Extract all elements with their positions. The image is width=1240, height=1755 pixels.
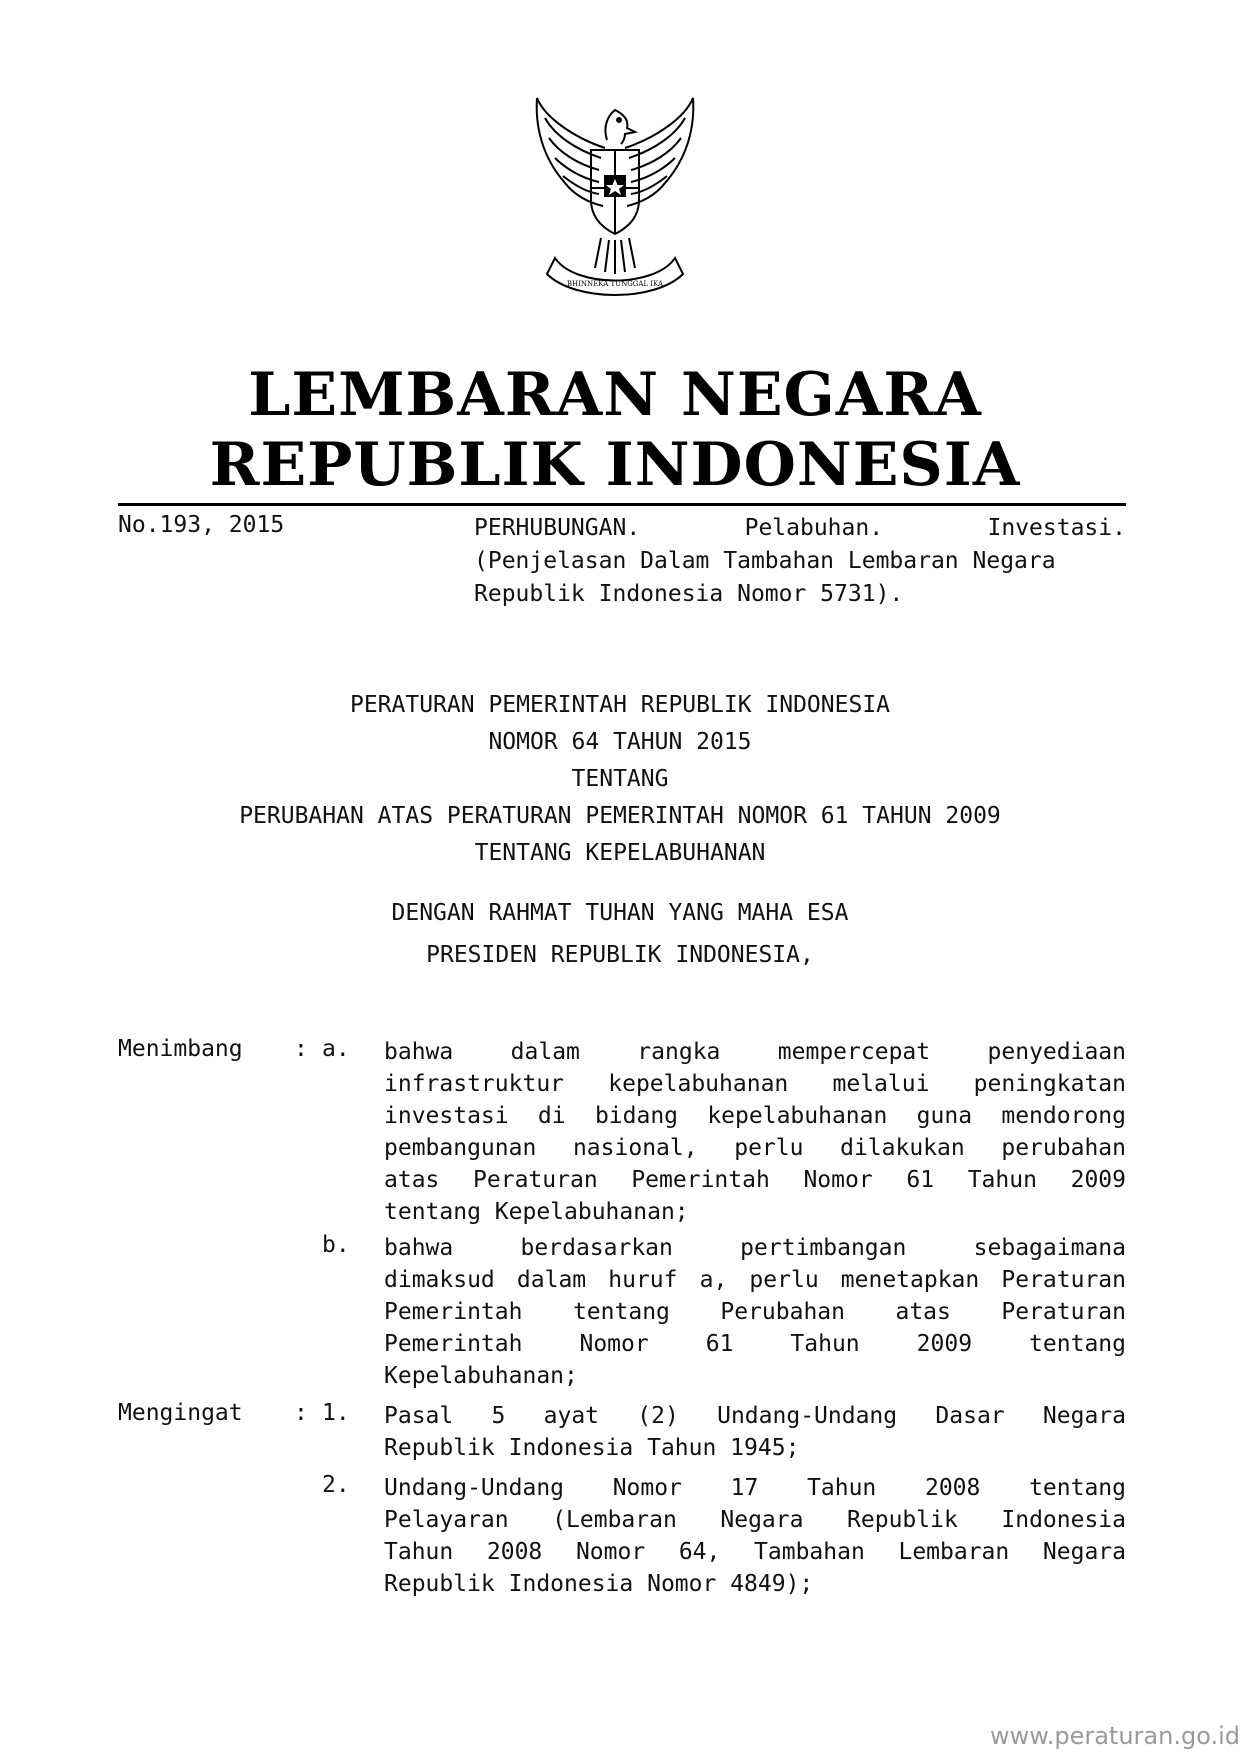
masthead-divider: [118, 503, 1126, 506]
menimbang-marker-b: b.: [322, 1232, 350, 1258]
clause-line: Republik Indonesia Tahun 1945;: [384, 1435, 800, 1461]
clause-line: Undang-Undang Nomor 17 Tahun 2008 tentang: [384, 1475, 1126, 1501]
issue-subject-line-2: (Penjelasan Dalam Tambahan Lembaran Negara: [474, 548, 1056, 574]
masthead-line-2: REPUBLIK INDONESIA: [209, 430, 1021, 500]
clause-line: Pelayaran (Lembaran Negara Republik Indonesia: [384, 1507, 1126, 1533]
clause-line: tentang Kepelabuhanan;: [384, 1199, 689, 1225]
clause-line: investasi di bidang kepelabuhanan guna mendorong: [384, 1103, 1126, 1129]
title-line-2: NOMOR 64 TAHUN 2015: [488, 729, 752, 755]
preamble-line-1: DENGAN RAHMAT TUHAN YANG MAHA ESA: [391, 900, 849, 926]
title-line-4: PERUBAHAN ATAS PERATURAN PEMERINTAH NOMOR 61 TAHUN 2009: [239, 803, 1001, 829]
garuda-emblem-icon: [515, 88, 715, 308]
title-line-3: TENTANG: [571, 766, 669, 792]
masthead-line-1: LEMBARAN NEGARA: [248, 360, 982, 430]
issue-number: No.193, 2015: [118, 512, 285, 538]
mengingat-item-2: [384, 1472, 1126, 1600]
footer-url-link[interactable]: www.peraturan.go.id: [990, 1722, 1240, 1750]
clause-line: Tahun 2008 Nomor 64, Tambahan Lembaran Negara: [384, 1539, 1126, 1565]
preamble-line-2: PRESIDEN REPUBLIK INDONESIA,: [426, 942, 814, 968]
clause-line: Kepelabuhanan;: [384, 1363, 578, 1389]
menimbang-colon: :: [294, 1036, 308, 1062]
clause-line: atas Peraturan Pemerintah Nomor 61 Tahun 2009: [384, 1167, 1126, 1193]
mengingat-colon: :: [294, 1400, 308, 1426]
clause-line: infrastruktur kepelabuhanan melalui peningkatan: [384, 1071, 1126, 1097]
mengingat-label: Mengingat: [118, 1400, 243, 1426]
emblem-motto: BHINNEKA TUNGGAL IKA: [566, 280, 664, 288]
menimbang-item-b: [384, 1232, 1126, 1392]
issue-subject-line-3: Republik Indonesia Nomor 5731).: [474, 581, 904, 607]
title-line-5: TENTANG KEPELABUHANAN: [474, 840, 766, 866]
subject-keyword: PERHUBUNGAN.: [474, 515, 641, 541]
issue-subject: [474, 512, 1126, 611]
menimbang-item-a: [384, 1036, 1126, 1228]
clause-line: Pemerintah tentang Perubahan atas Peraturan: [384, 1299, 1126, 1325]
clause-line: bahwa dalam rangka mempercepat penyediaan: [384, 1039, 1126, 1065]
clause-line: bahwa berdasarkan pertimbangan sebagaimana: [384, 1235, 1126, 1261]
clause-line: pembangunan nasional, perlu dilakukan perubahan: [384, 1135, 1126, 1161]
menimbang-label: Menimbang: [118, 1036, 243, 1062]
clause-line: Pasal 5 ayat (2) Undang-Undang Dasar Negara: [384, 1403, 1126, 1429]
menimbang-marker-a: a.: [322, 1036, 350, 1062]
clause-line: Pemerintah Nomor 61 Tahun 2009 tentang: [384, 1331, 1126, 1357]
clause-line: dimaksud dalam huruf a, perlu menetapkan Peraturan: [384, 1267, 1126, 1293]
issue-subject-line-1: [474, 512, 1126, 545]
title-line-1: PERATURAN PEMERINTAH REPUBLIK INDONESIA: [349, 692, 891, 718]
clause-line: Republik Indonesia Nomor 4849);: [384, 1571, 814, 1597]
mengingat-marker-2: 2.: [322, 1472, 350, 1498]
mengingat-marker-1: 1.: [322, 1400, 350, 1426]
mengingat-item-1: [384, 1400, 1126, 1464]
subject-keyword: Pelabuhan.: [744, 515, 884, 541]
subject-keyword: Investasi.: [987, 515, 1126, 541]
